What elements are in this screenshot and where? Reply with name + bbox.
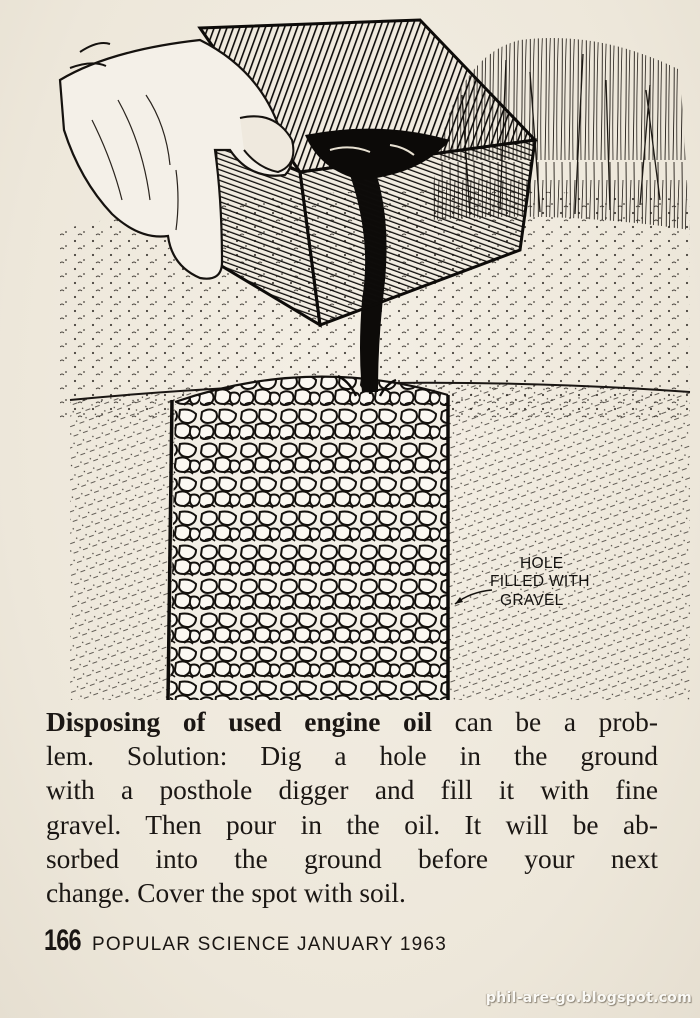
caption-line-1 bbox=[46, 705, 658, 739]
callout-line-3: GRAVEL bbox=[500, 592, 564, 609]
caption-line-4: gravel. Then pour in the oil. It will be ab- bbox=[46, 809, 658, 840]
caption-line-2: lem. Solution: Dig a hole in the ground bbox=[46, 741, 658, 772]
publication-line: POPULAR SCIENCE JANUARY 1963 bbox=[92, 934, 447, 955]
watermark: phil-are-go.blogspot.com bbox=[485, 990, 692, 1006]
caption-line-5: sorbed into the ground before your next bbox=[46, 843, 658, 874]
caption-lead: Disposing of used engine oil bbox=[46, 707, 432, 737]
caption-line-3: with a posthole digger and fill it with fine bbox=[46, 775, 658, 806]
article-caption bbox=[46, 705, 658, 910]
caption-line-1-rest: can be a prob- bbox=[431, 707, 658, 737]
page-footer bbox=[44, 924, 447, 964]
callout-line-1: HOLE bbox=[520, 555, 564, 572]
page-number: 166 bbox=[44, 924, 81, 957]
caption-line-6: change. Cover the spot with soil. bbox=[46, 878, 406, 909]
gravel-hole bbox=[168, 377, 448, 700]
callout-line-2: FILLED WITH bbox=[490, 573, 590, 590]
